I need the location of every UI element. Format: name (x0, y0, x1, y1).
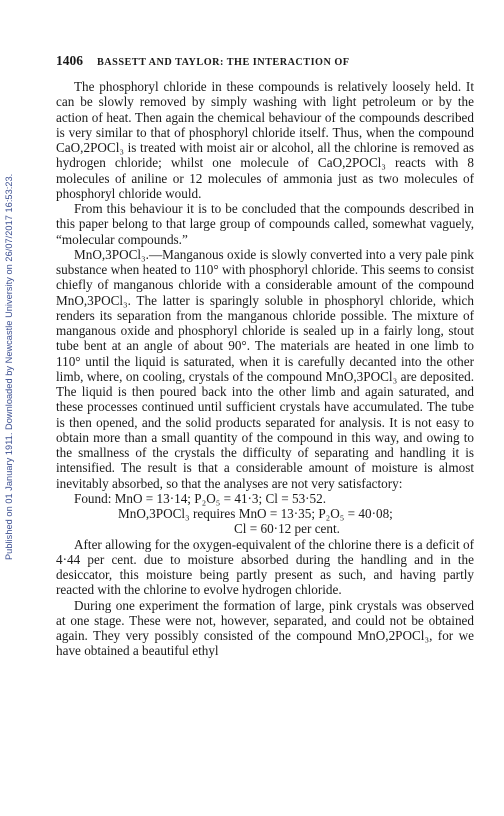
article-text (56, 79, 474, 659)
analysis-found: Found: MnO = 13·14; P₂O₅ = 41·3; Cl = 53·52. (74, 490, 327, 506)
page-header (56, 53, 474, 71)
paragraph-4: After allowing for the oxygen-equivalent of the chlorine there is a deficit of 4·44 per cent. due to moisture absorbed during the handling and in the desiccator, this moisture being partly present as such, and having partly reacted with the chlorine to evolve hydrogen chloride. (56, 536, 474, 598)
page-number: 1406 (56, 53, 83, 68)
paragraph-3: MnO,3POCl₃.—Manganous oxide is slowly converted into a very pale pink substance when heated to 110° with phosphoryl chloride. This seems to consist chiefly of manganous chloride with a considerable amount of the compound MnO,3POCl₃. The latter is sparingly soluble in phosphoryl chloride, which renders its separation from the manganous chloride possible. The mixture of manganous oxide and phosphoryl chloride is sealed up in a fairly long, stout tube bent at an angle of about 90°. The materials are heated in one limb to 110° until the liquid is saturated, when it is carefully decanted into the other limb, where, on cooling, crystals of the compound MnO,3POCl₃ are deposited. The liquid is then poured back into the other limb and again saturated, and these processes continued until sufficient crystals have accumulated. The tube is then opened, and the solid products separated for analysis. It is not easy to obtain more than a small quantity of the compound in this way, and owing to the smallness of the crystals the difficulty of separating and handling it is intensified. The result is that a considerable amount of moisture is almost inevitably absorbed, so that the analyses are not very satisfactory: (56, 246, 474, 491)
side-note-text: Published on 01 January 1911. Downloaded by Newcastle University on 26/07/2017 16:53:23. (4, 173, 14, 560)
publication-side-note (4, 0, 18, 816)
running-head: BASSETT AND TAYLOR: THE INTERACTION OF (97, 57, 350, 68)
paragraph-2: From this behaviour it is to be concluded that the compounds described in this paper belong to that large group of compounds called, somewhat vaguely, “molecular compounds.” (56, 201, 474, 247)
paragraph-1: The phosphoryl chloride in these compounds is relatively loosely held. It can be slowly removed by simply washing with light petroleum or by the action of heat. Then again the chemical behaviour of the compounds described is very similar to that of phosphoryl chloride itself. Thus, when the compound CaO,2POCl₃ is treated with moist air or alcohol, all the chlorine is removed as hydrogen chloride; whilst one molecule of CaO,2POCl₃ reacts with 8 molecules of aniline or 12 molecules of ammonia just as two molecules of phosphoryl chloride would. (56, 79, 474, 201)
analysis-requires-line-2: Cl = 60·12 per cent. (234, 521, 340, 537)
page-body (56, 53, 474, 659)
analysis-requires-line-1: MnO,3POCl₃ requires MnO = 13·35; P₂O₅ = 40·08; (118, 506, 393, 521)
paragraph-5: During one experiment the formation of large, pink crystals was observed at one stage. These were not, however, separated, and could not be obtained again. They very possibly consisted of the compound MnO,2POCl₃, for we have obtained a beautiful ethyl (56, 597, 474, 659)
